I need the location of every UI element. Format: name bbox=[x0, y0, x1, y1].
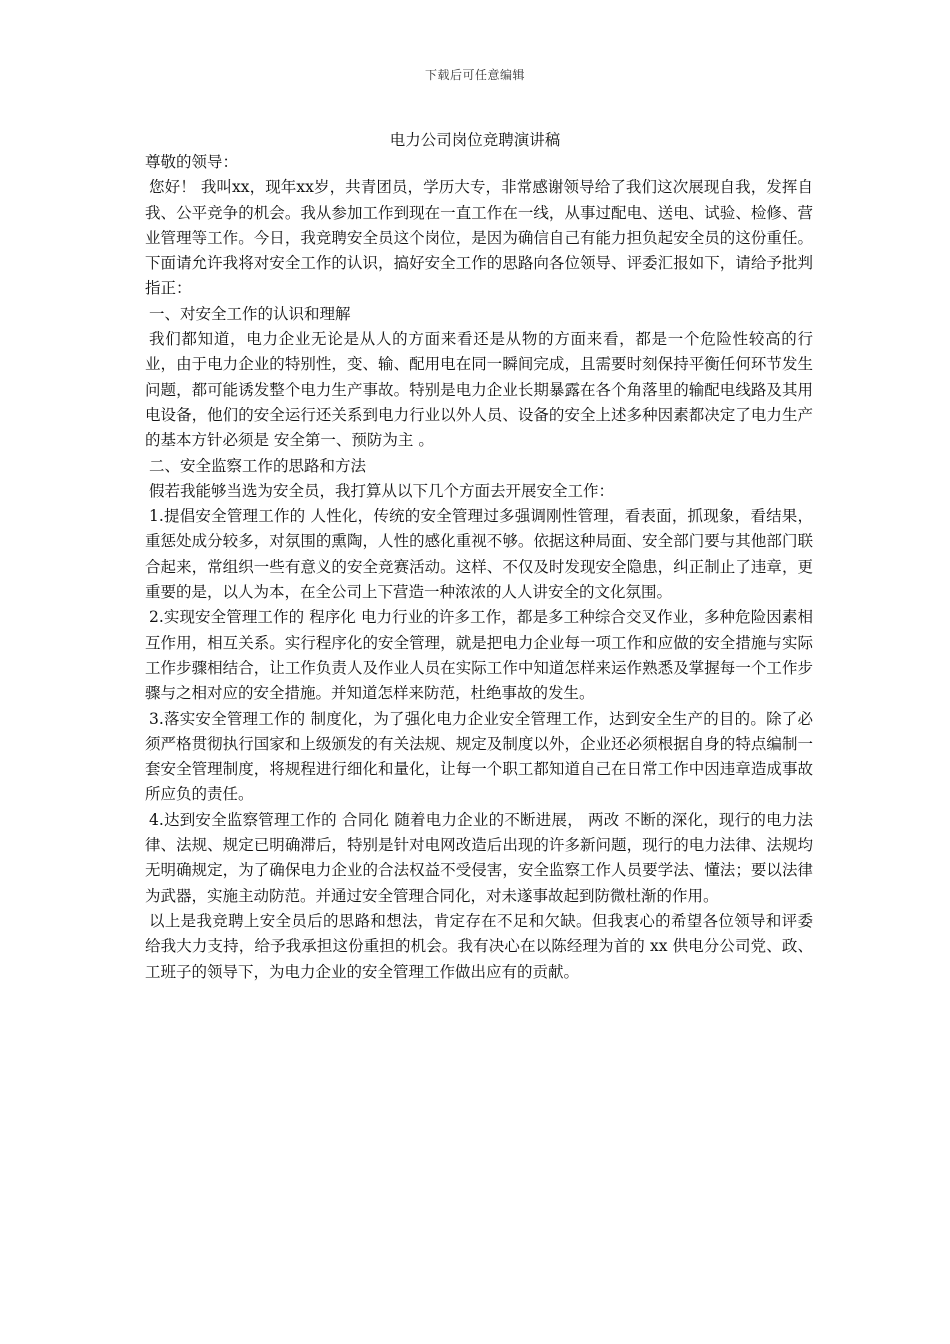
paragraph-point-3: 3.落实安全管理工作的 制度化，为了强化电力企业安全管理工作，达到安全生产的目的。除了必须严格贯彻执行国家和上级颁发的有关法规、规定及制度以外，企业还必须根据自身的特点编制一套安全管理制度，将规程进行细化和量化，让每一个职工都知道自己在日常工作中因违章造成事故所应负的责任。 bbox=[145, 709, 813, 804]
document-body bbox=[145, 150, 813, 985]
paragraph-understanding: 我们都知道，电力企业无论是从人的方面来看还是从物的方面来看，都是一个危险性较高的行业，由于电力企业的特别性，变、输、配用电在同一瞬间完成，且需要时刻保持平衡任何环节发生问题，都可能诱发整个电力生产事故。特别是电力企业长期暴露在各个角落里的输配电线路及其用电设备，他们的安全运行还关系到电力行业以外人员、设备的安全上述多种因素都决定了电力生产的基本方针必须是 安全第一、预防为主 。 bbox=[145, 330, 813, 450]
paragraph-point-2: 2.实现安全管理工作的 程序化 电力行业的许多工作，都是多工种综合交叉作业，多种危险因素相互作用，相互关系。实行程序化的安全管理，就是把电力企业每一项工作和应做的安全措施与实际工作步骤相结合，让工作负责人及作业人员在实际工作中知道怎样来运作熟悉及掌握每一个工作步骤与之相对应的安全措施。并知道怎样来防范，杜绝事故的发生。 bbox=[145, 608, 813, 703]
paragraph-plan-intro: 假若我能够当选为安全员，我打算从以下几个方面去开展安全工作： bbox=[149, 481, 615, 500]
document-title: 电力公司岗位竞聘演讲稿 bbox=[389, 131, 561, 149]
section-heading-1: 一、对安全工作的认识和理解 bbox=[149, 304, 351, 323]
paragraph-point-4: 4.达到安全监察管理工作的 合同化 随着电力企业的不断进展， 两改 不断的深化，现行的电力法律、法规、规定已明确滞后，特别是针对电网改造后出现的许多新问题，现行的电力法律、法规均无明确规定，为了确保电力企业的合法权益不受侵害，安全监察工作人员要学法、懂法；要以法律为武器，实施主动防范。并通过安全管理合同化，对未遂事故起到防微杜渐的作用。 bbox=[145, 810, 813, 905]
salutation: 尊敬的领导： bbox=[145, 153, 239, 171]
paragraph-closing: 以上是我竞聘上安全员后的思路和想法，肯定存在不足和欠缺。但我衷心的希望各位领导和评委给我大力支持，给予我承担这份重担的机会。我有决心在以陈经理为首的 xx 供电分公司党、政、工班子的领导下，为电力企业的安全管理工作做出应有的贡献。 bbox=[145, 911, 813, 981]
section-heading-2: 二、安全监察工作的思路和方法 bbox=[149, 456, 367, 475]
header-note: 下载后可任意编辑 bbox=[424, 68, 525, 82]
paragraph-greeting: 您好！ 我叫xx，现年xx岁，共青团员，学历大专，非常感谢领导给了我们这次展现自我，发挥自我、公平竞争的机会。我从参加工作到现在一直工作在一线，从事过配电、送电、试验、检修、营业管理等工作。今日，我竞聘安全员这个岗位，是因为确信自己有能力担负起安全员的这份重任。下面请允许我将对安全工作的认识，搞好安全工作的思路向各位领导、评委汇报如下，请给予批判指正： bbox=[145, 178, 813, 298]
paragraph-point-1: 1.提倡安全管理工作的 人性化，传统的安全管理过多强调刚性管理，看表面，抓现象，看结果，重惩处成分较多，对氛围的熏陶，人性的感化重视不够。依据这种局面、安全部门要与其他部门联合起来，常组织一些有意义的安全竞赛活动。这样、不仅及时发现安全隐患，纠正制止了违章，更重要的是，以人为本，在全公司上下营造一种浓浓的人人讲安全的文化氛围。 bbox=[145, 507, 813, 602]
